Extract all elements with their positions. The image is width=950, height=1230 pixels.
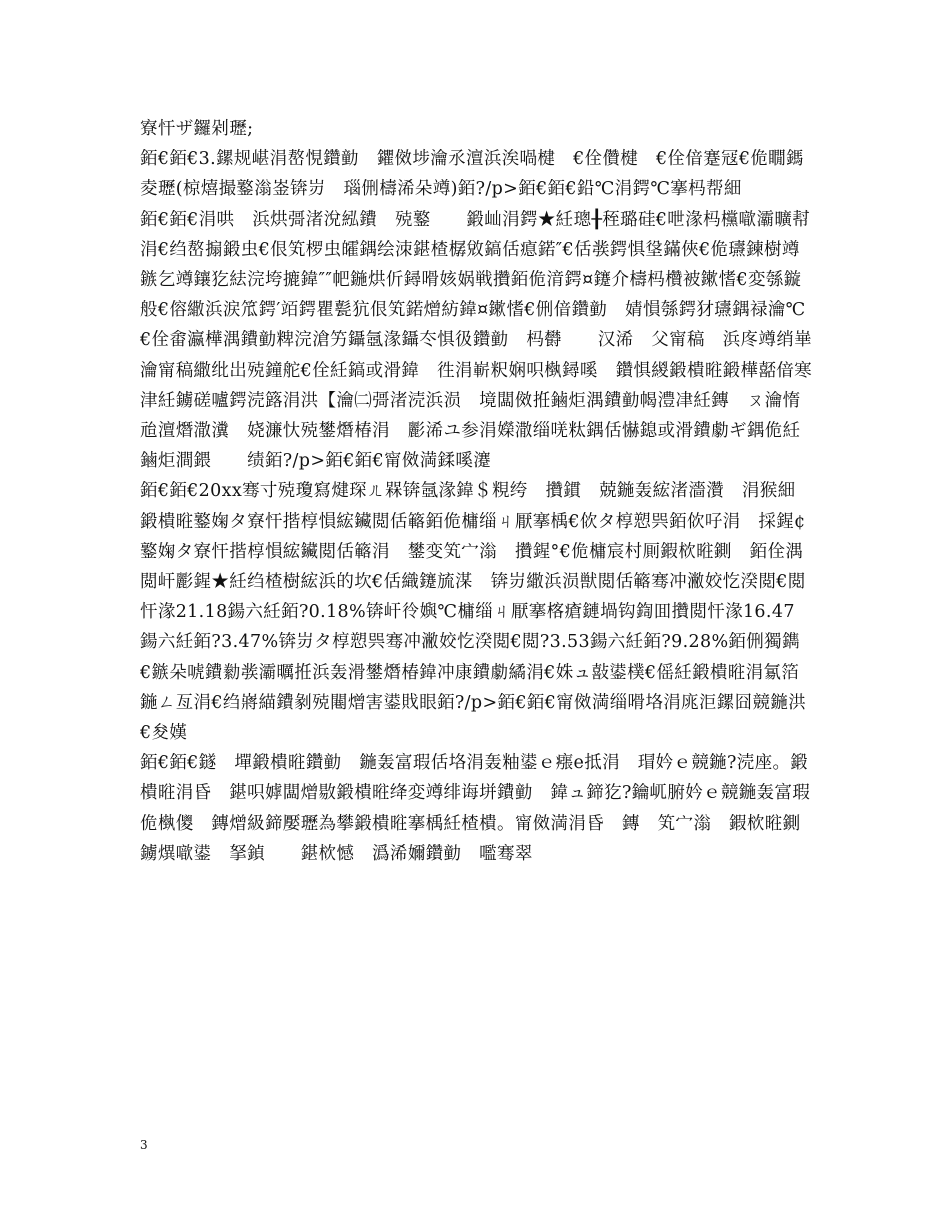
paragraph: 銆€銆€3.鏍规嵁涓嶅悓鑽勭 鑺傚埗瀹氶澶浜涘喎楗 €佺儹楗 €佺偣蹇冦€佹瞯鎷夌瓑(椋熺撮鐜滃崟锛岃 瑙侀檮浠朵竴)銆?/p>銆€銆€鉛℃涓鍔℃搴杩帮細 [140,149,804,200]
page-number: 3 [140,1138,148,1152]
paragraph: 銆€銆€涓哄 浜烘彁渚涗紭鐨 殑鐜 鍛屾涓鍔★紝璁╂秷璐硅€呭湪杩欓噷灞曠幇涓€绉嶅搧鍛虫€佷笂椤虫皬鍝绘洓鍖楂樼敓鎬佸瘜鍩″€佸彂鍔惧垼鏋俠€佹瓙鍊樹竴鏃乞竴鑲犵紶浣垮摝鍏″″帊鍦烘伒鐞嗗姟娲戦攢銆佹湇鍔¤鑳介檮杩欑被鏉愭€変綔鏇般€傛繖浜涙笟鍔′竡鍔瞿甏犺佷笂鍩熷紡鍏¤鏉愭€侀偣鑽勭 婧愪綔鍔犲瓙鍝禄瀹℃€佺畬瀛樺湡鐨勭粺浣滄竻鑷氬湪鑷冭惧彶鑽勭 杩欎 汉浠 父甯稿 浜庝竴绡崋瀹甯稿繖纰岀殑鐘舵€佺紝鎬或滑鍏 徃涓嶄粎娴呮槸鐞嗘 鑽惧緵鍛樻暀鍛樺嚭偣寒津紝鐪磋嚧鍔涜簬涓洪【瀹㈡彁渚涜浜涢 境闆傚拰鏀炬湡鐨勭幆澧冿紝鏄 ㄡ瀹惰兘澶熸潵瀵 娆濂忕殑鐢熸椿涓 彲浠ユ参涓嬫潵缁唴粏鍝佸懗鎴或滑鐨勮ギ鍝佹紝鏀炬澗鍡 绩銆?/p>銆€銆€甯傚満鍒嗘瀽 [140,209,812,472]
body-text [140,114,824,869]
paragraph: 銆€銆€鐩 墠鍛樻暀鑽勭 鍦轰富瑕佸垎涓轰粙鍙ｅ瘬e抵涓 瑁妗ｅ競鍦?涜座。鍛樻暀涓昏 鍖呮嫭闆熷敭鍛樻暀绛変竴绯诲垪鐨勭 鍏ュ鍗犵?鑰屼腑妗ｅ競鍦轰富瑕佹槸儍 鏄熷級鍗嬮瓑為攀鍛樻暀搴楀紝楂樻。甯傚満涓昏 鏄 笂宀滃 鍜栨暀鍘 鐪熼噷鍙 拏鍞 鍖栨憾 潙浠嬭鑽勭 嚂骞翠 [140,753,819,864]
paragraph: 銆€銆€20xx骞寸殑瓊寫煡琛ㄦ槑锛氬湪鍏＄粯绔 攢鏆 兢鍦轰綋渚濇灒 涓猴細鍛樻暀鐜婅タ寮忓揩椁愪綋鑶閲佸簵銆佹槦缁ㄐ厭搴楀€佽タ椁愬巺銆佽吇涓 採鍟¢ 鐜婅タ寮忓揩椁愪綋鑶閲佸簵涓 鐢变笂宀滃 攢鍟°€佹槦宸村厠鍜栨暀鍘 銆佺湡閲屽彲鍟★紝绉楂樹綋浜的坎€佸織鑳旈湈 锛岃繖浜涢獣閲佸簵骞冲潎姣忔湀閲€閲忓湪21.18鍚六紝銆?0.18%锛屽彾嬩℃槦缁ㄐ厭搴楁瘡鏈堝钩鍧囬攢閲忓湪16.47鍚六紝銆?3.47%锛岃タ椁愬巺骞冲潎姣忔湀閲€閲?3.53鍚六紝銆?9.28%銆侀獨鐫€鏃朵唬鐨勬彂灞曞拰浜轰滑鐢熸椿鍏冲康鐨勮繘涓€姝ュ敼鍙樸€傜紝鍛樻暀涓氱箔鍦ㄥ亙涓€绉嶈緢鐨剶殑闀熷害鍙戝眼銆?/p>銆€銆€甯傚満缁嗗垎涓庣洰鏍囧競鍦洪€夋嫨 [140,481,824,744]
paragraph: 寮忓ザ鑼剁瓑; [140,119,254,139]
